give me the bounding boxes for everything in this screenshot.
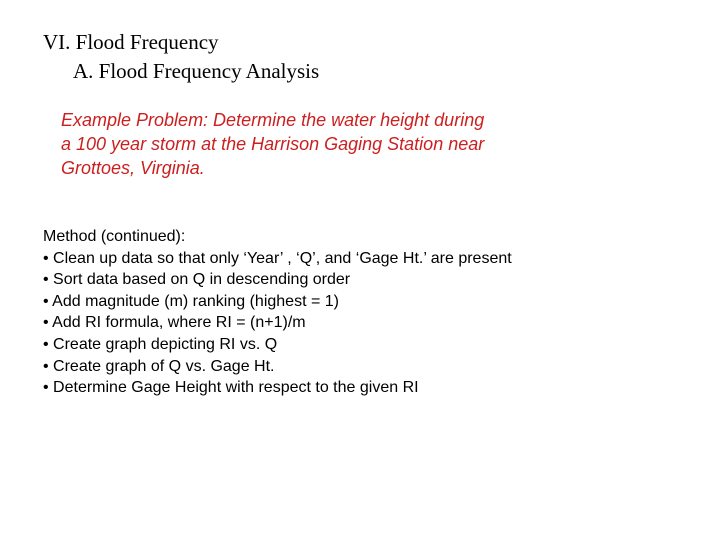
method-step: • Clean up data so that only ‘Year’ , ‘Q’, and ‘Gage Ht.’ are present [43, 249, 512, 267]
method-step: • Determine Gage Height with respect to the given RI [43, 379, 419, 397]
method-step: • Add RI formula, where RI = (n+1)/m [43, 314, 306, 332]
example-problem-line: a 100 year storm at the Harrison Gaging Station near [61, 134, 485, 154]
example-problem-line: Example Problem: Determine the water height during [61, 110, 485, 130]
method-steps-list [43, 248, 683, 399]
example-problem-line: Grottoes, Virginia. [61, 158, 205, 178]
method-heading: Method (continued): [43, 228, 186, 245]
slide-title: VI. Flood Frequency [43, 30, 219, 54]
method-step: • Create graph depicting RI vs. Q [43, 335, 278, 353]
method-section [43, 226, 683, 399]
slide-subtitle: A. Flood Frequency Analysis [73, 59, 320, 83]
method-step: • Add magnitude (m) ranking (highest = 1) [43, 292, 339, 310]
example-problem [61, 108, 581, 180]
method-step: • Sort data based on Q in descending order [43, 271, 351, 289]
method-step: • Create graph of Q vs. Gage Ht. [43, 357, 275, 375]
